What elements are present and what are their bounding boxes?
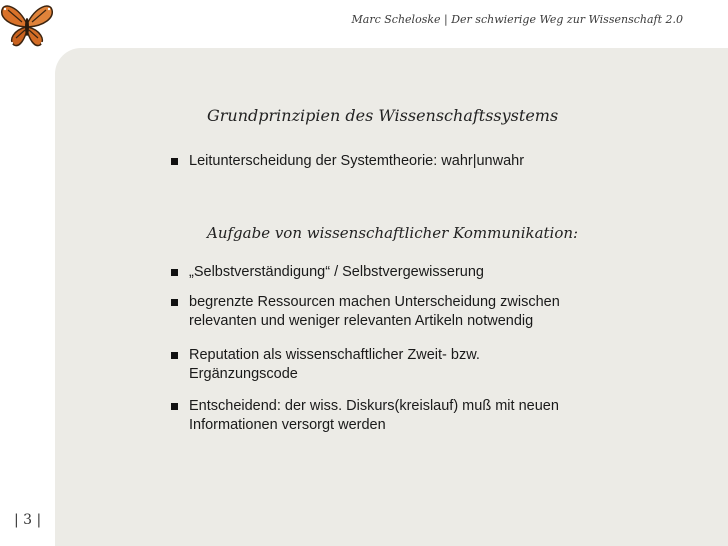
left-margin xyxy=(0,48,55,546)
bullet-text: Leitunterscheidung der Systemtheorie: wahr|unwahr xyxy=(189,153,525,169)
slide-heading: Grundprinzipien des Wissenschaftssystems xyxy=(207,106,559,125)
bullet-square-icon xyxy=(171,352,178,359)
bullet-item xyxy=(171,397,591,435)
bullet-text xyxy=(189,346,591,384)
bullet-line: relevanten und weniger relevanten Artikeln notwendig xyxy=(189,313,534,329)
bullet-square-icon xyxy=(171,158,178,165)
bullet-line: Informationen versorgt werden xyxy=(189,417,386,433)
bullet-square-icon xyxy=(171,403,178,410)
bullet-line: Reputation als wissenschaftlicher Zweit- bzw. xyxy=(189,347,480,363)
bullet-item xyxy=(171,263,591,282)
bullet-item xyxy=(171,346,591,384)
bullet-square-icon xyxy=(171,299,178,306)
bullet-item xyxy=(171,293,591,331)
bullet-square-icon xyxy=(171,269,178,276)
header-title: Marc Scheloske | Der schwierige Weg zur Wissenschaft 2.0 xyxy=(351,13,683,26)
bullet-line: Entscheidend: der wiss. Diskurs(kreislauf) muß mit neuen xyxy=(189,398,559,414)
butterfly-icon xyxy=(0,0,55,48)
bullet-line: begrenzte Ressourcen machen Unterscheidung zwischen xyxy=(189,294,560,310)
bullet-item xyxy=(171,152,591,171)
bullet-text xyxy=(189,397,591,435)
bullet-text xyxy=(189,293,591,331)
bullet-text: „Selbstverständigung“ / Selbstvergewisserung xyxy=(189,264,484,280)
bullet-line: Ergänzungscode xyxy=(189,366,298,382)
slide-subheading: Aufgabe von wissenschaftlicher Kommunikation: xyxy=(207,224,579,242)
page-number: | 3 | xyxy=(14,512,42,528)
